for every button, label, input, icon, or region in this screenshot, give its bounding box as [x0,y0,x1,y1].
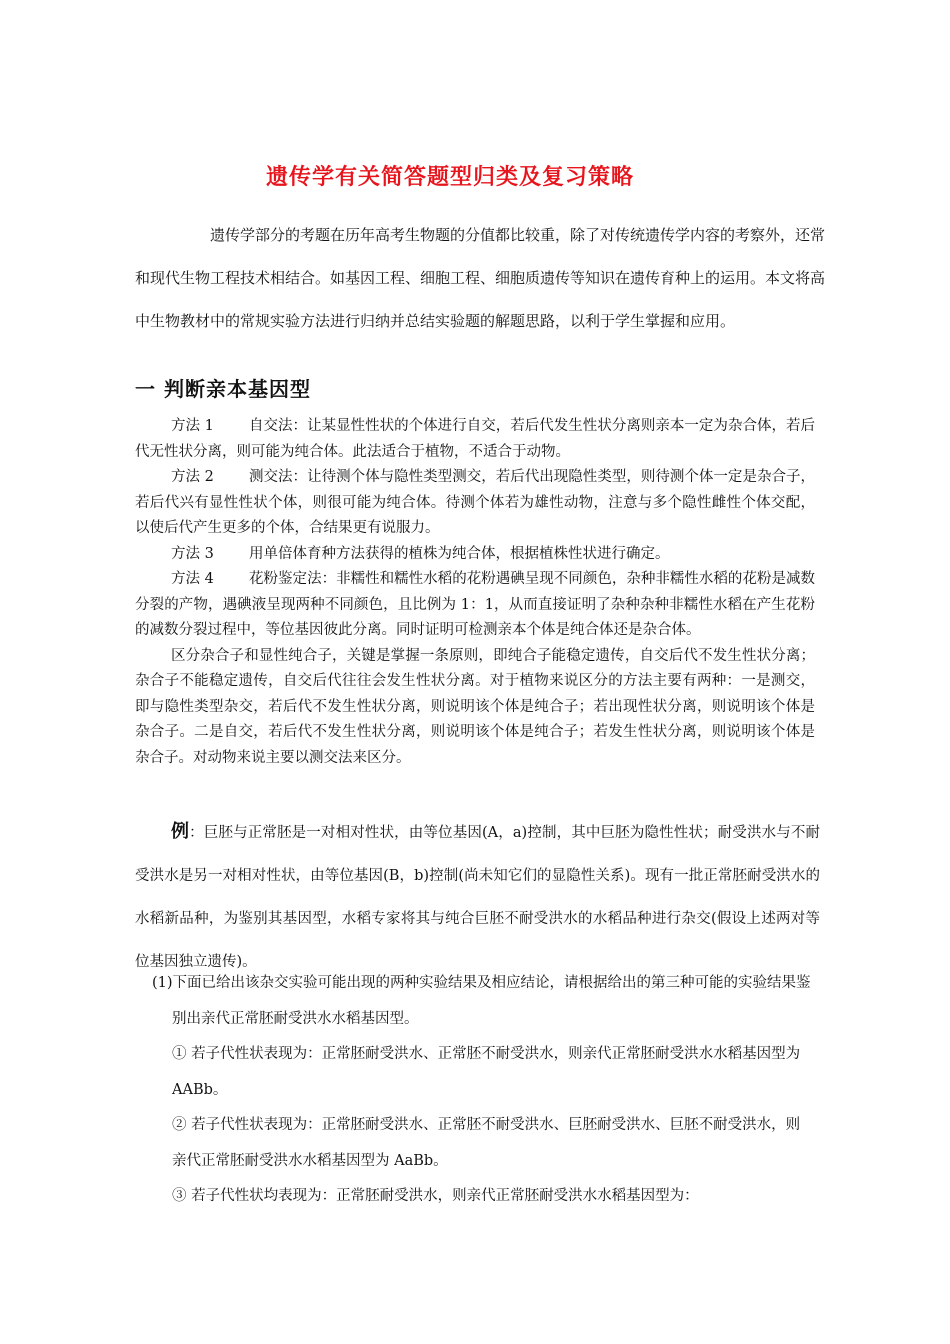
method-text: 自交法：让某显性性状的个体进行自交，若后代发生性状分离则亲本一定为杂合体，若后代无性状分离，则可能为纯合体。此法适合于植物，不适合于动物。 [135,418,815,460]
method-text: 用单倍体育种方法获得的植株为纯合体，根据植株性状进行确定。 [249,545,670,562]
method-label: 方法 1 [171,418,214,434]
example-paragraph [135,810,820,984]
answer-option: ① 若子代性状表现为：正常胚耐受洪水、正常胚不耐受洪水，则亲代正常胚耐受洪水水稻基因型为 AABb。 [172,1046,801,1098]
answer-option: ③ 若子代性状均表现为：正常胚耐受洪水，则亲代正常胚耐受洪水水稻基因型为： [172,1188,699,1204]
example-label: 例 [171,821,190,842]
method-paragraph [135,414,815,465]
method-paragraph [135,465,815,542]
method-label: 方法 4 [171,571,214,587]
question-1: (1)下面已给出该杂交实验可能出现的两种实验结果及相应结论，请根据给出的第三种可能的实验结果鉴别出亲代正常胚耐受洪水水稻基因型。 [152,975,811,1027]
section-heading: 一 判断亲本基因型 [135,377,311,401]
summary-paragraph: 区分杂合子和显性纯合子，关键是掌握一条原则，即纯合子能稳定遗传，自交后代不发生性状分离；杂合子不能稳定遗传，自交后代往往会发生性状分离。对于植物来说区分的方法主要有两种：一是测交，即与隐性类型杂交，若后代不发生性状分离，则说明该个体是纯合子；若出现性状分离，则说明该个体是杂合子。二是自交，若后代不发生性状分离，则说明该个体是纯合子；若发生性状分离，则说明该个体是杂合子。对动物来说主要以测交法来区分。 [135,647,815,766]
method-label: 方法 3 [171,545,214,562]
intro-section [135,214,825,343]
method-paragraph [135,542,815,568]
method-text: 测交法：让待测个体与隐性类型测交，若后代出现隐性类型，则待测个体一定是杂合子，若后代兴有显性性状个体，则很可能为纯合体。待测个体若为雄性动物，注意与多个隐性雌性个体交配，以使后代产生更多的个体，合结果更有说服力。 [135,469,815,536]
method-paragraph [135,567,815,644]
example-text: ：巨胚与正常胚是一对相对性状，由等位基因(A，a)控制，其中巨胚为隐性性状；耐受洪水与不耐受洪水是另一对相对性状，由等位基因(B，b)控制(尚未知它们的显隐性关系)。现有一批正常胚耐受洪水的水稻新品种，为鉴别其基因型，水稻专家将其与纯合巨胚不耐受洪水的水稻品种进行杂交(假设上述两对等位基因独立遗传)。 [135,825,821,970]
example-section [135,810,820,984]
answer-option: ② 若子代性状表现为：正常胚耐受洪水、正常胚不耐受洪水、巨胚耐受洪水、巨胚不耐受洪水，则亲代正常胚耐受洪水水稻基因型为 AaBb。 [172,1117,801,1169]
method-label: 方法 2 [171,469,214,485]
method-text: 花粉鉴定法：非糯性和糯性水稻的花粉遇碘呈现不同颜色，杂种非糯性水稻的花粉是减数分裂的产物，遇碘液呈现两种不同颜色，且比例为 1：1，从而直接证明了杂种杂种非糯性水稻在产生花粉的减数分裂过程中，等位基因彼此分离。同时证明可检测亲本个体是纯合体还是杂合体。 [135,571,815,638]
document-title: 遗传学有关简答题型归类及复习策略 [265,165,634,190]
intro-paragraph: 遗传学部分的考题在历年高考生物题的分值都比较重，除了对传统遗传学内容的考察外，还常和现代生物工程技术相结合。如基因工程、细胞工程、细胞质遗传等知识在遗传育种上的运用。本文将高中生物教材中的常规实验方法进行归纳并总结实验题的解题思路，以利于学生掌握和应用。 [135,226,826,330]
question-section [152,966,812,1215]
methods-section [135,414,815,771]
